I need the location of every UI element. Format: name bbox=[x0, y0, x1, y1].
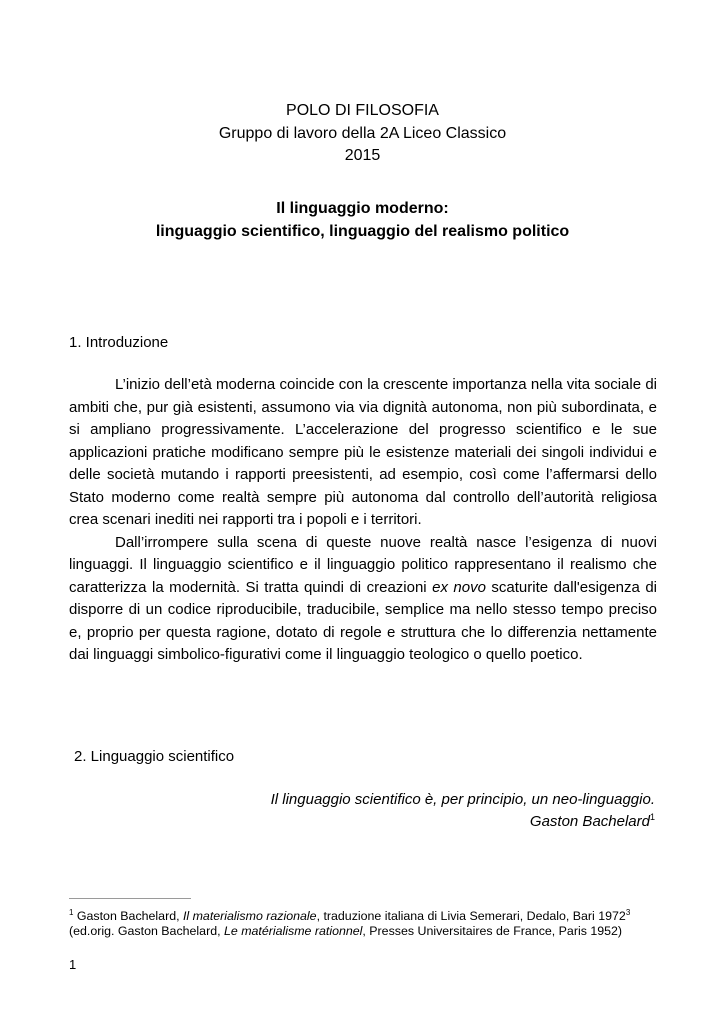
document-title bbox=[0, 197, 725, 243]
epigraph-author: Gaston Bachelard bbox=[529, 813, 650, 830]
header-year: 2015 bbox=[344, 147, 381, 164]
paragraph-1: L’inizio dell’età moderna coincide con la crescente importanza nella vita sociale di ambiti che, pur già esistenti, assumono via via dignità autonoma, non più subordinata, e si ampliano progressivamente. L’accelerazione del progresso scientifico e le sue applicazioni pratiche modificano sempre più le esistenze materiali dei singoli individui e delle società mutando i rapporti preesistenti, ad esempio, così come l’affermarsi dello Stato moderno come realtà sempre più autonoma dal controllo dell’autorità religiosa crea scenari inediti nei rapporti tra i popoli e i territori. bbox=[69, 376, 657, 528]
footnote-text-3: (ed.orig. Gaston Bachelard, bbox=[69, 924, 224, 938]
header-institution: POLO DI FILOSOFIA bbox=[286, 102, 439, 119]
footnote-edition-sup: 3 bbox=[625, 908, 631, 917]
footnote-text-2: , traduzione italiana di Livia Semerari, Dedalo, Bari 1972 bbox=[316, 909, 626, 923]
paragraph-2-text-b: scaturite dall'esigenza di disporre di un codice riproducibile, traducibile, semplice ma nello stesso tempo preciso e, proprio per questa ragione, dotato di regole e struttura che lo differenzia nettamente dai linguaggi simbolico-figurativi come il linguaggio teologico o quello poetico. bbox=[69, 578, 657, 663]
footnote-text-4: , Presses Universitaires de France, Paris 1952) bbox=[362, 924, 623, 938]
document-header bbox=[0, 100, 725, 168]
section-1-body bbox=[69, 374, 657, 667]
footnote-text-1: Gaston Bachelard, bbox=[73, 909, 183, 923]
paragraph-2-text-a: Dall’irrompere sulla scena di queste nuove realtà nasce l’esigenza di nuovi linguaggi. Il linguaggio scientifico e il linguaggio politico rappresentano il realismo che caratterizza la modernità. Si tratta quindi di creazioni bbox=[69, 533, 657, 596]
paragraph-2-italic: ex novo bbox=[432, 578, 486, 596]
title-line-2: linguaggio scientifico, linguaggio del realismo politico bbox=[155, 223, 570, 240]
title-line-1: Il linguaggio moderno: bbox=[276, 200, 449, 217]
footnote bbox=[69, 909, 659, 939]
epigraph bbox=[200, 789, 655, 833]
footnote-italic-1: Il materialismo razionale bbox=[182, 909, 317, 923]
footnote-mark: 1 bbox=[69, 908, 74, 917]
page-number: 1 bbox=[69, 957, 77, 972]
section-2-heading: 2. Linguaggio scientifico bbox=[74, 748, 235, 765]
footnote-reference: 1 bbox=[649, 812, 655, 822]
footnote-separator bbox=[69, 898, 191, 899]
paragraph-2 bbox=[69, 532, 657, 667]
epigraph-quote: Il linguaggio scientifico è, per principio, un neo-linguaggio. bbox=[270, 791, 655, 808]
epigraph-attribution bbox=[200, 811, 655, 833]
header-group: Gruppo di lavoro della 2A Liceo Classico bbox=[218, 124, 507, 142]
section-1-heading: 1. Introduzione bbox=[69, 334, 169, 351]
footnote-italic-2: Le matérialisme rationnel bbox=[223, 924, 363, 938]
